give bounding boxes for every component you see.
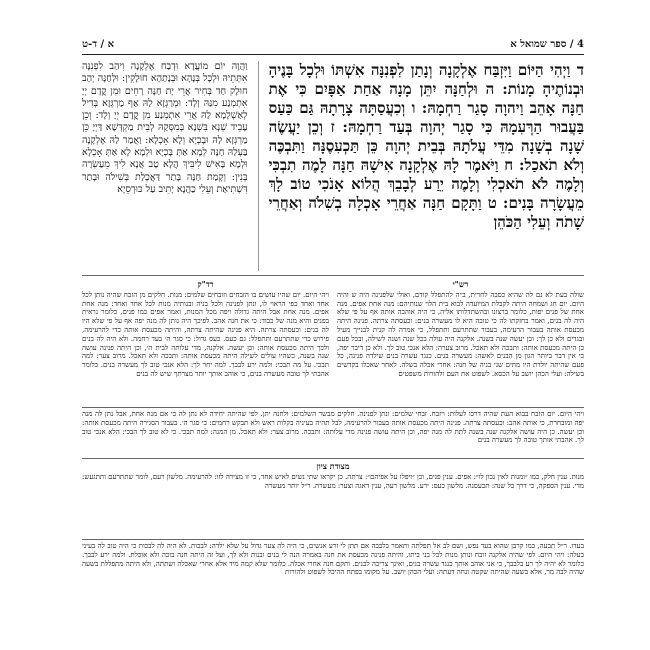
radak-label: רד"ק (197, 279, 214, 289)
main-text-area (82, 61, 584, 271)
section-rule (82, 407, 584, 408)
additional-commentary-text: בעדו. ר״ל תבעה, כמו קרבן שהוא בעד נפש, ושם לב אל תפלתה ותאמר בלבבה אם תתן לי זרע אנשים, כי היה לה צער גדול על שלא ילדה: לבכות. לא היה לה לבכות כי היה טוב לה בעיני בעלה: ויהי היום. לפי שהיה אלקנה זובח ונותן מנות לכל בני ביתו, והיתה פנינה מכעסת את חנה באמרה הנה לי בנים ובנות ולא לך, ועל זה היתה חנה בוכה ולא אוכלת. ולמה ירע לבבך. כלומר לא יהיה לך רע בלבבך, כי אני אוהב אותך כנגד עשרה בנים, ואינך צריכה לבנים. ותקם חנה אחרי אכלה. כלומר שלא קמה מיד אלא אחרי שאכלה ושתתה, ולא היתה מתפללת בשעה שהיה לבה מר, אלא בשעה שהיתה שקטה ונחה דעתה: ועלי הכהן יושב. על מקומו בפתח ההיכל לשפוט ולהורות (82, 542, 584, 577)
metzudat-tzion-text: מנות. ענין חלק, כמו ״ומנות לאין נכון לו״: אפים. ענין פנים, וכן ״ויפלו על אפיהם״: צרתה. כן יקראו שתי נשים לאיש אחד, כי זו מצירה לזו: להרעימה. מלשון רעם, לומר שתתרעם ותתגעש: מדי. ענין הספקה, כי דרך כל שנה: תכעסנה. מלשון כעס: ירע. מלשון רעה, ענין דאגה וצער: מעשרה. ר״ל יותר מעשרה (82, 473, 584, 490)
section-rule (82, 539, 584, 540)
rashi-label: רש"י (452, 279, 469, 289)
section-rule (82, 275, 584, 276)
metzudat-tzion-label: מצודת ציון (316, 461, 350, 471)
metzudat-david-text: ויהי היום. יום הזבח בבוא העת שהיה דרכו לעלות: ויזבח. זבחי שלמים: ונתן לפנינה. חלקים מבשר השלמים: ולחנה יתן. לפי שהיתה יחידה לא נתן לה כי אם מנה אחת, אבל נתן לה מנה יפה ומובחרת, כי אותה אהב: וכעסתה צרתה. פנינה היתה מכעסת אותה בעבור להרעימה, לבל תהיה בעיניה בקלות ראש ולא תבקש רחמים: כי סגר ה׳. בעבור הסגירה היתה מכעסת אותה: וכן יעשה. כן היה עושה אלקנה שנה בשנה לתת לה מנה יפה, וכן היתה עושה פנינה מדי עלותה: ותבכה. מרוב צער: ולא תאכל. מן המנה: למה תבכי. כי לא טוב לך הבכי: הלא אנכי טוב לך. אהבתי אותך טובה לך מעשרה בנים (82, 410, 584, 445)
targum-text: וַהֲוָה יוֹם מוֹעֲדָא וּדְבַח אֶלְקָנָה וִיהַב לִפְנִנָּה אִתְּתֵיהּ וּלְכָל בְּנָהָא וּבְנָתַהָא חוּלָקִין: וּלְחַנָּה יְהַב חוּלָק חַד בְּחִיר אֲרֵי יָת חַנָּה רָחֵים וּמִן קֳדָם יְיָ אִתְמְנַע מִנַּהּ וְלָד: וּמְרַגְּזָא לַהּ אַף מַרְגְּזָא בְּדִיל לְאַשְׁלָמָא לַהּ אֲרֵי אִתְמְנַע מִן קֳדָם יְיָ וְלָד: וְכֵן עָבֵיד שְׁנָא בִּשְׁנָא בְּמִסְּקַהּ לְבֵית מַקְדְּשָׁא דַּיְיָ כֵּן מַרְגְּזָא לַהּ וּבָכְיָא וְלָא אָכְלָא: וַאֲמַר לַהּ אֶלְקָנָה בַּעְלַהּ חַנָּה לְמָא אַתְּ בָּכְיָא וּלְמָא לָא אַתְּ אָכְלָא וּלְמָא בָּאִישׁ לִיבִּיךְ הֲלָא טָב אֲנָא לִיךְ מֵעַשְׂרָה בְּנִין: וְקָמַת חַנָּה בָּתַר דַּאֲכָלַת בְּשִׁילֹה וּבָתַר דִּשְׁתִיאַת וְעֵלִי כַהֲנָא יָתֵיב עַל כּוּרְסֵיָא (82, 61, 248, 195)
column-divider (258, 61, 259, 271)
radak-column (82, 278, 329, 403)
chapter-verse-range: א / ד-ט (82, 38, 115, 50)
rashi-text: שולה בעת לא נם לה שהיא כסבה לחרית, ב״ה להתפלל קודם, ואולי שלפנינה היה ש והיה היום. יום חג ושמחה היתה לקבלת המיועדה לבוא בית הלוי שנותיהם: מנה אחת אפים. מנה אחת של פנים יפות, כלומר ברצונו ובהשתדלותו אליה, כי היה אוהבה אותה אף על פי שלא היה לה בנים, ואמר בחזקתו לה כי טובה היא לו מעשרה בנים: וכעסתה צרתה. פנינה היתה מכעסת אותה בעבור הרעימה, בעבור שתתרעם ותתפלל, כי אמרה לה קנית לבנייך מעיל ובגדים ולא כן לך: וכן יעשה שנה בשנה. אלקנה היה עולה בכל שנה ושנה לשילה, ובכל פעם כן היתה מכעסת אותה: ותבכה ולא תאכל. מרוב צערה: הלא אנכי טוב לך. ולא כן דיבר יפה, כי אין דבר ביותר הגון מן הבנים לאשה: מעשרה בנים. כנגד עשרה בנים שילדה פנינה, כל פעם שהיתה יולדת היו מתים שני בניה של חנה: אחרי אכלה בשלה. לאחר שאכלו בקדשים בשילה: ועלי הכהן יושב על הכסא. לשפוט את העם ולהורות משפטים (337, 290, 584, 378)
commentary-columns (82, 278, 584, 403)
rashi-column (337, 278, 584, 403)
radak-text: ויהי היום. יום שהיו עושים בו הזבחים וזובחים שלמים: מנות. חלקים מן הזבח שהיה נותן לכל אחד ואחד כפי הראוי לו, ונתן לפנינה ולכל בניה ובנותיה מנות לכל אחד ואחד: מנה אחת אפים. מנה אחת אבל היתה גדולה ויפה מכל המנות, ואמר אפים כמו פנים, כלומר נראית בפנים והיא מנה של כבוד: כי את חנה אהב. לפיכך היה נותן לה מנה יפה אף על פי שלא היו לה בנים: וכעסתה צרתה. היא פנינה שהיתה צרתה, והיתה מכעסת אותה כדי להרעימה, פירוש כדי שתתרעם ותתפלל: גם כעס. כעס גדול: כי סגר ה׳ בעד רחמה. ולא היה לה בנים ולכך היתה מכעסת אותה: וכן יעשה. אלקנה, מדי עלותה לבית ה׳, וכן היתה פנינה עושה שנה בשנה, כשהיו עולים לשילה היתה מכעסת אותה: ותבכה ולא תאכל. מרוב צער: למה תבכי. על מה תבכי: ולמה ירע לבבך. למה יחר לך: הלא אנכי טוב לך מעשרה בנים. כלומר אהבתי לך טובה מעשרה בנים, כי אוהב אותך יותר מצרתך שיש לה בנים (82, 290, 329, 378)
page-header (82, 36, 584, 55)
section-rule (82, 458, 584, 459)
running-header-title: 4 / ספר שמואל א (510, 38, 584, 50)
scripture-text: ד וַיְהִי הַיּוֹם וַיִּזְבַּח אֶלְקָנָה וְנָתַן לִפְנִנָּה אִשְׁתּוֹ וּלְכָל בָּנֶיהָ וּבְנוֹתֶיהָ מָנוֹת: ה וּלְחַנָּה יִתֵּן מָנָה אַחַת אַפָּיִם כִּי אֶת חַנָּה אָהֵב וַיהוָה סָגַר רַחְמָהּ: ו וְכִעֲסַתָּה צָרָתָהּ גַּם כַּעַס בַּעֲבוּר הַרְּעִמָהּ כִּי סָגַר יְהוָה בְּעַד רַחְמָהּ: ז וְכֵן יַעֲשֶׂה שָׁנָה בְשָׁנָה מִדֵּי עֲלֹתָהּ בְּבֵית יְהוָה כֵּן תַּכְעִסֶנָּה וַתִּבְכֶּה וְלֹא תֹאכַל: ח וַיֹּאמֶר לָהּ אֶלְקָנָה אִישָׁהּ חַנָּה לָמֶה תִבְכִּי וְלָמֶה לֹא תֹאכְלִי וְלָמֶה יֵרַע לְבָבֵךְ הֲלוֹא אָנֹכִי טוֹב לָךְ מֵעֲשָׂרָה בָּנִים: ט וַתָּקָם חַנָּה אַחֲרֵי אָכְלָה בְשִׁלֹה וְאַחֲרֵי שָׁתֹה וְעֵלִי הַכֹּהֵן (268, 61, 584, 231)
